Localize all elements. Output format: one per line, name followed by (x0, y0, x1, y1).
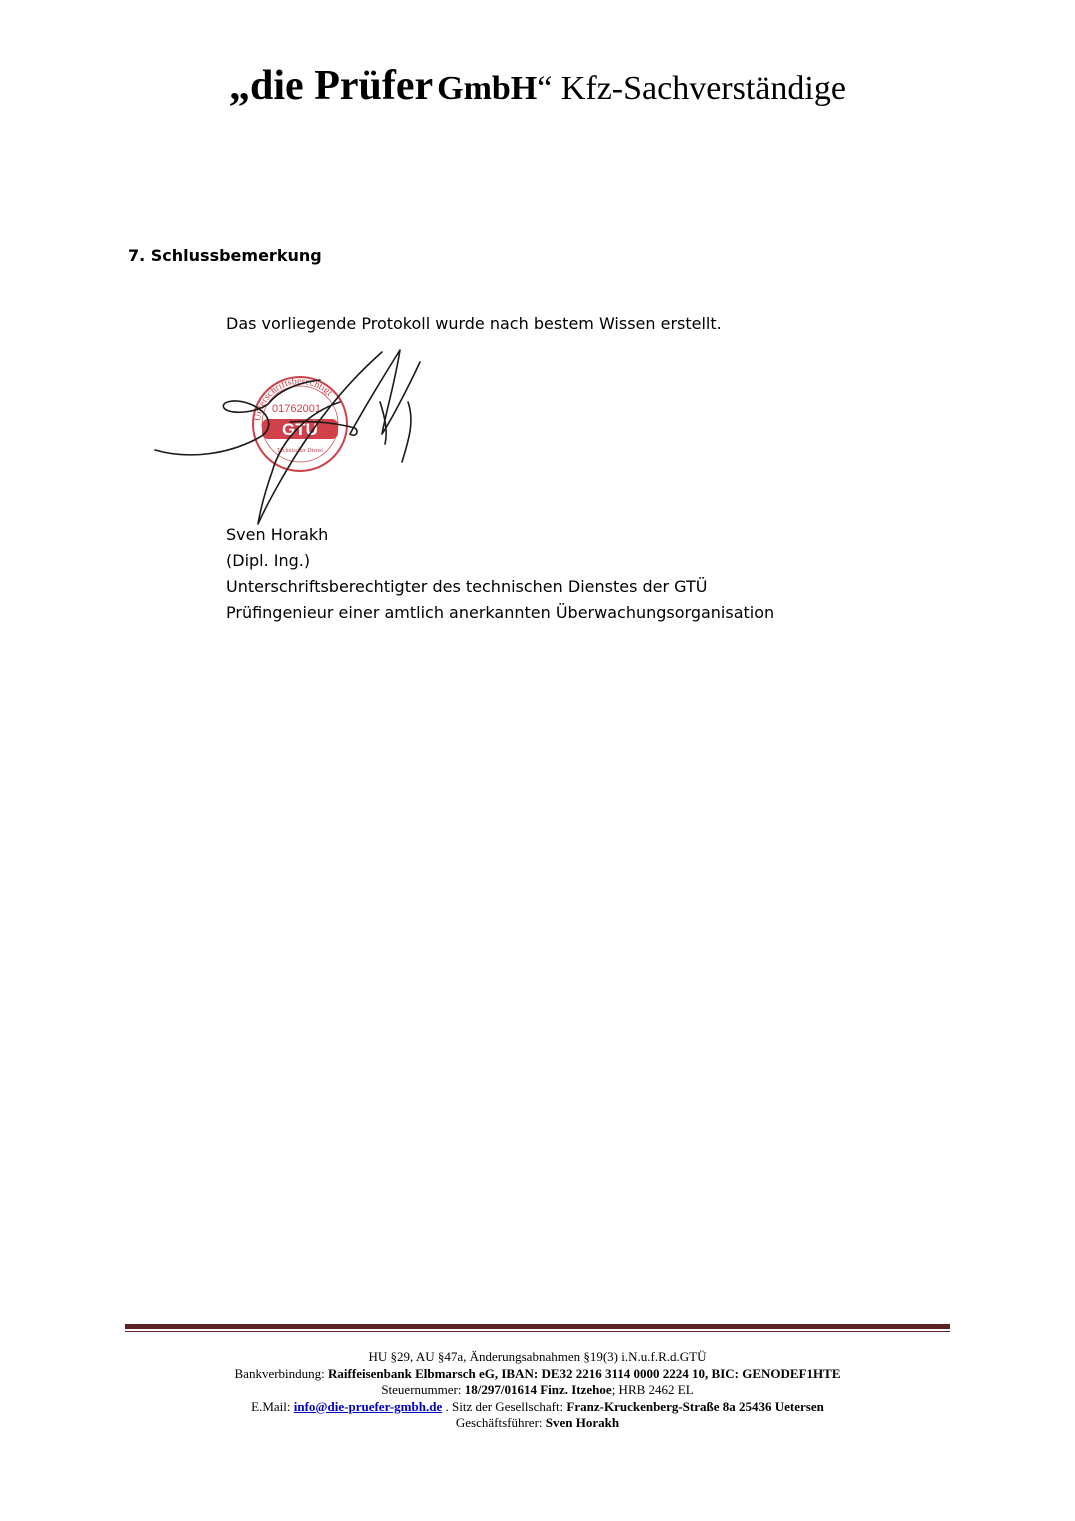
section-heading: 7. Schlussbemerkung (128, 246, 322, 265)
footer-line-tax (0, 1382, 1075, 1399)
statement-text: Das vorliegende Protokoll wurde nach bestem Wissen erstellt. (226, 314, 722, 333)
footer-tax-label: Steuernummer: (381, 1382, 465, 1397)
header-brand: „die Prüfer (229, 63, 434, 109)
stamp-top-text: Unterschriftsberechtigt (252, 375, 335, 422)
footer-line-ceo (0, 1415, 1075, 1432)
signature-stamp-graphic (150, 342, 460, 532)
stamp-logo: GTÜ (282, 420, 318, 439)
footer-seat-label: . Sitz der Gesellschaft: (442, 1398, 567, 1414)
stamp-bottom-text: Technischer Dienst (276, 448, 324, 454)
footer-rule (125, 1324, 950, 1329)
signature-area (150, 342, 460, 532)
footer-bank-value: Raiffeisenbank Elbmarsch eG, IBAN: DE32 2216 3114 0000 2224 10, BIC: GENODEF1HTE (328, 1365, 841, 1381)
footer-email-label: E.Mail: (251, 1398, 294, 1414)
footer-ceo-value: Sven Horakh (545, 1415, 620, 1430)
footer-hrb: ; HRB 2462 EL (611, 1382, 694, 1397)
footer-ceo-label: Geschäftsführer: (455, 1415, 546, 1430)
header-gmbh: GmbH (437, 70, 538, 107)
footer-rule-thin (125, 1331, 950, 1332)
footer-seat-value: Franz-Kruckenberg-Straße 8a 25436 Uetersen (566, 1398, 824, 1414)
page-header (0, 62, 1075, 110)
footer (0, 1349, 1075, 1432)
signer-role-2: Prüfingenieur einer amtlich anerkannten Überwachungsorganisation (226, 603, 775, 622)
signer-degree: (Dipl. Ing.) (226, 551, 311, 570)
footer-tax-value: 18/297/01614 Finz. Itzehoe (464, 1382, 612, 1397)
header-subtitle: “ Kfz-Sachverständige (537, 70, 846, 107)
footer-line-services: HU §29, AU §47a, Änderungsabnahmen §19(3) i.N.u.f.R.d.GTÜ (368, 1349, 707, 1364)
signer-block (226, 522, 774, 626)
signer-role-1: Unterschriftsberechtigter des technischen Dienstes der GTÜ (226, 577, 708, 596)
footer-line-bank (0, 1366, 1075, 1383)
signer-name: Sven Horakh (226, 525, 329, 544)
footer-line-contact (0, 1399, 1075, 1416)
footer-bank-label: Bankverbindung: (234, 1365, 329, 1381)
stamp-number: 01762001 (272, 403, 321, 415)
footer-email-link[interactable]: info@die-pruefer-gmbh.de (293, 1398, 443, 1414)
